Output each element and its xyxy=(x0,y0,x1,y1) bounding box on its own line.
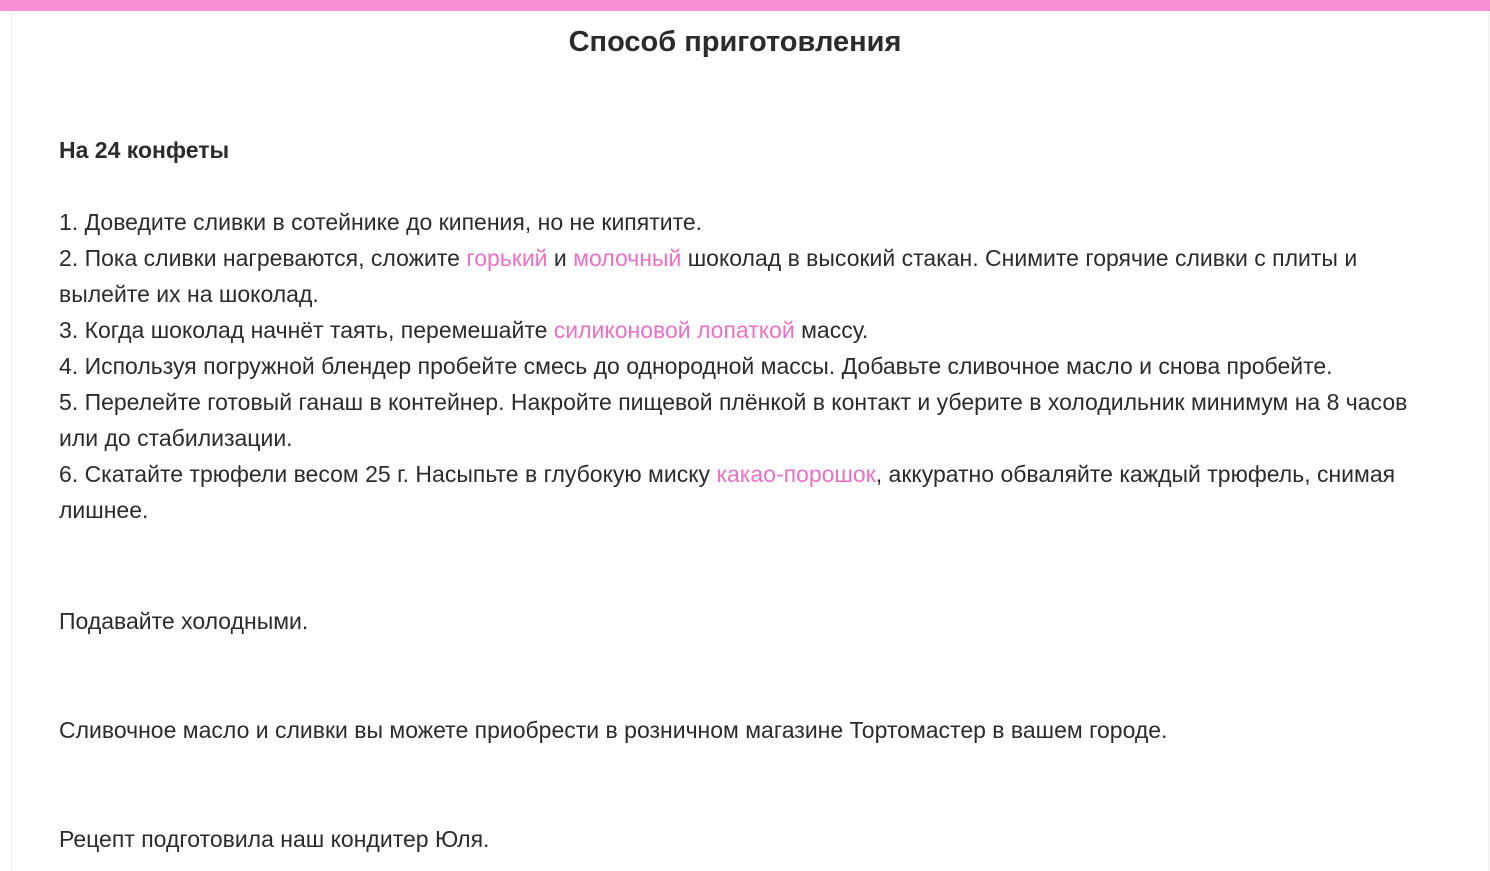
top-accent-bar xyxy=(0,0,1490,11)
step-3-text-after: массу. xyxy=(794,317,869,343)
shop-note: Сливочное масло и сливки вы можете приобрести в розничном магазине Тортомастер в вашем городе. xyxy=(59,717,1168,743)
step-2-text-after: шоколад в высокий стакан. Снимите горячие сливки с плиты и вылейте их на шоколад. xyxy=(59,245,1358,307)
step-1 xyxy=(59,204,1409,240)
step-2-text-before: 2. Пока сливки нагреваются, сложите xyxy=(59,245,467,271)
step-6 xyxy=(59,456,1409,528)
step-3-text-before: 3. Когда шоколад начнёт таять, перемешайте xyxy=(59,317,554,343)
step-6-text-after: , аккуратно обваляйте каждый трюфель, снимая лишнее. xyxy=(59,461,1396,523)
steps-list xyxy=(59,204,1409,528)
portion-heading: На 24 конфеты xyxy=(59,137,230,163)
author-note: Рецепт подготовила наш кондитер Юля. xyxy=(59,826,490,852)
milk-chocolate-link[interactable]: молочный xyxy=(573,245,682,271)
serving-note: Подавайте холодными. xyxy=(59,608,309,634)
step-6-text-before: 6. Скатайте трюфели весом 25 г. Насыпьте в глубокую миску xyxy=(59,461,717,487)
step-4 xyxy=(59,348,1409,384)
step-5-text: 5. Перелейте готовый ганаш в контейнер. Накройте пищевой плёнкой в контакт и уберите в холодильник минимум на 8 часов или до стабилизации. xyxy=(59,389,1408,451)
step-2 xyxy=(59,240,1409,312)
dark-chocolate-link[interactable]: горький xyxy=(466,245,548,271)
left-border xyxy=(11,11,12,871)
step-5 xyxy=(59,384,1409,456)
right-border xyxy=(1488,11,1489,871)
step-1-text: 1. Доведите сливки в сотейнике до кипения, но не кипятите. xyxy=(59,209,703,235)
page-title: Способ приготовления xyxy=(568,26,902,58)
step-2-text-mid: и xyxy=(547,245,574,271)
silicone-spatula-link[interactable]: силиконовой лопаткой xyxy=(553,317,795,343)
step-4-text: 4. Используя погружной блендер пробейте смесь до однородной массы. Добавьте сливочное масло и снова пробейте. xyxy=(59,353,1333,379)
cocoa-powder-link[interactable]: какао-порошок xyxy=(716,461,876,487)
step-3 xyxy=(59,312,1409,348)
